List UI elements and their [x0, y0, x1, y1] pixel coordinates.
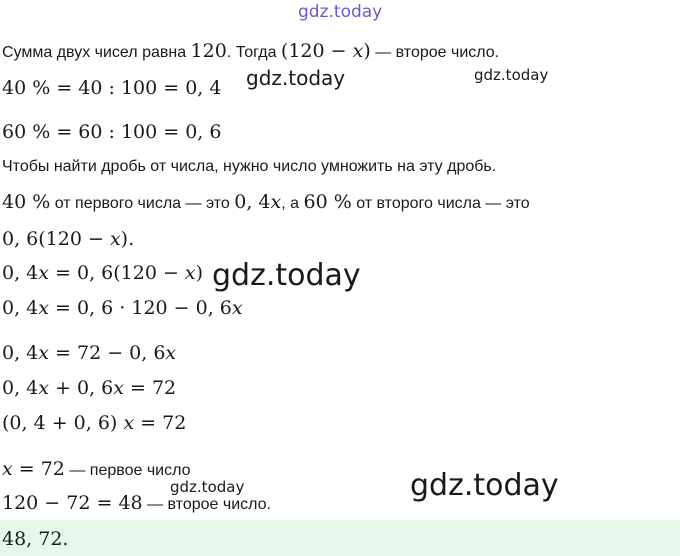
text: Сумма двух чисел равна [2, 44, 191, 61]
watermark: gdz.today [410, 468, 559, 503]
text: — первое число [64, 462, 191, 479]
answer-box [0, 520, 680, 556]
text: — второе число. [142, 496, 271, 513]
math: 120 [190, 40, 227, 62]
text: — второе число. [370, 44, 500, 61]
line-rule: Чтобы найти дробь от числа, нужно число умножить на эту дробь. [2, 158, 497, 175]
math-expression: (120 − x) [280, 40, 371, 62]
text: от второго числа — это [351, 195, 530, 212]
line-60-percent: 60 % = 60 : 100 = 0, 6 [2, 121, 222, 143]
top-watermark: gdz.today [298, 2, 383, 22]
equation-5: (0, 4 + 0, 6) x = 72 [2, 412, 187, 434]
percent-sign: % [32, 121, 51, 143]
math: 120 − 72 = 48 [2, 492, 143, 514]
equation-4: 0, 4x + 0, 6x = 72 [2, 377, 177, 399]
text: , а [281, 195, 304, 212]
math: 0, 4x [234, 191, 282, 213]
percent-sign: % [32, 77, 51, 99]
line-parts [2, 191, 530, 213]
watermark: gdz.today [474, 66, 549, 84]
line-first-number [2, 458, 191, 480]
line-second-number [2, 492, 271, 514]
watermark: gdz.today [170, 478, 245, 496]
text: . Тогда [226, 44, 281, 61]
watermark: gdz.today [246, 66, 346, 90]
math: x = 72 [2, 458, 65, 480]
answer-text: 48, 72. [2, 528, 69, 550]
equation-3: 0, 4x = 72 − 0, 6x [2, 342, 177, 364]
math: 40 % [2, 191, 51, 213]
watermark: gdz.today [212, 258, 361, 293]
line-sum-of-numbers [2, 40, 499, 62]
equation-2: 0, 4x = 0, 6 · 120 − 0, 6x [2, 297, 243, 319]
math: 60 % [303, 191, 352, 213]
line-second-part: 0, 6(120 − x). [2, 228, 135, 250]
line-40-percent: 40 % = 40 : 100 = 0, 4 [2, 77, 222, 99]
equation-1: 0, 4x = 0, 6(120 − x) [2, 262, 204, 284]
text: от первого числа — это [50, 195, 235, 212]
